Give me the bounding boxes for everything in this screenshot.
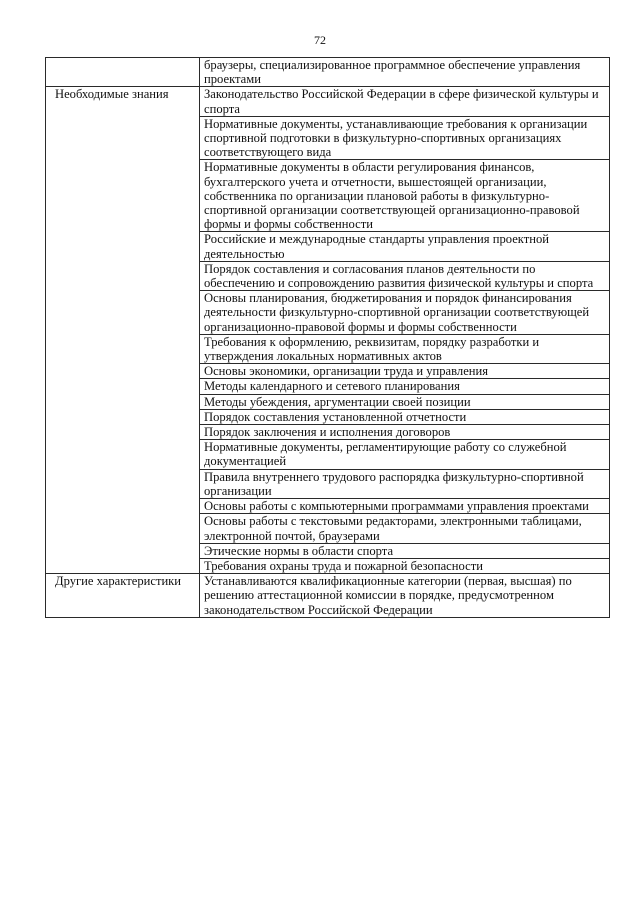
requirement-item: Основы работы с текстовыми редакторами, электронными таблицами, электронной почтой, браузерами [200,514,610,543]
requirement-item: браузеры, специализированное программное обеспечение управления проектами [200,58,610,87]
requirement-item: Требования к оформлению, реквизитам, порядку разработки и утверждения локальных нормативных актов [200,334,610,363]
requirement-item: Российские и международные стандарты управления проектной деятельностью [200,232,610,261]
page-number: 72 [314,33,326,47]
requirement-item: Устанавливаются квалификационные категории (первая, высшая) по решению аттестационной комиссии в порядке, предусмотренном законодательством Российской Федерации [200,574,610,618]
requirement-item: Этические нормы в области спорта [200,543,610,558]
requirement-item: Нормативные документы в области регулирования финансов, бухгалтерского учета и отчетности, вышестоящей организации, собственника по организации плановой работы в физкультурно-спортивной организации соответствующей организационно-правовой формы и формы собственности [200,160,610,232]
requirement-item: Основы планирования, бюджетирования и порядок финансирования деятельности физкультурно-спортивной организации соответствующей организационно-правовой формы и формы собственности [200,291,610,335]
row-label [46,58,200,87]
requirement-item: Законодательство Российской Федерации в сфере физической культуры и спорта [200,87,610,116]
row-label: Необходимые знания [46,87,200,574]
table-row [46,58,610,87]
requirement-item: Правила внутреннего трудового распорядка физкультурно-спортивной организации [200,469,610,498]
requirement-item: Порядок составления и согласования планов деятельности по обеспечению и сопровождению развития физической культуры и спорта [200,261,610,290]
row-label: Другие характеристики [46,574,200,618]
requirement-item: Порядок составления установленной отчетности [200,409,610,424]
requirement-item: Требования охраны труда и пожарной безопасности [200,558,610,573]
requirement-item: Методы убеждения, аргументации своей позиции [200,394,610,409]
requirement-item: Основы экономики, организации труда и управления [200,364,610,379]
qualification-table [45,57,610,618]
requirement-item: Нормативные документы, регламентирующие работу со служебной документацией [200,440,610,469]
table-row [46,574,610,618]
requirement-item: Порядок заключения и исполнения договоров [200,425,610,440]
table-body [46,58,610,618]
requirement-item: Методы календарного и сетевого планирования [200,379,610,394]
requirement-item: Нормативные документы, устанавливающие требования к организации спортивной подготовки в физкультурно-спортивных организациях соответствующего вида [200,116,610,160]
table-row [46,87,610,116]
requirement-item: Основы работы с компьютерными программами управления проектами [200,499,610,514]
